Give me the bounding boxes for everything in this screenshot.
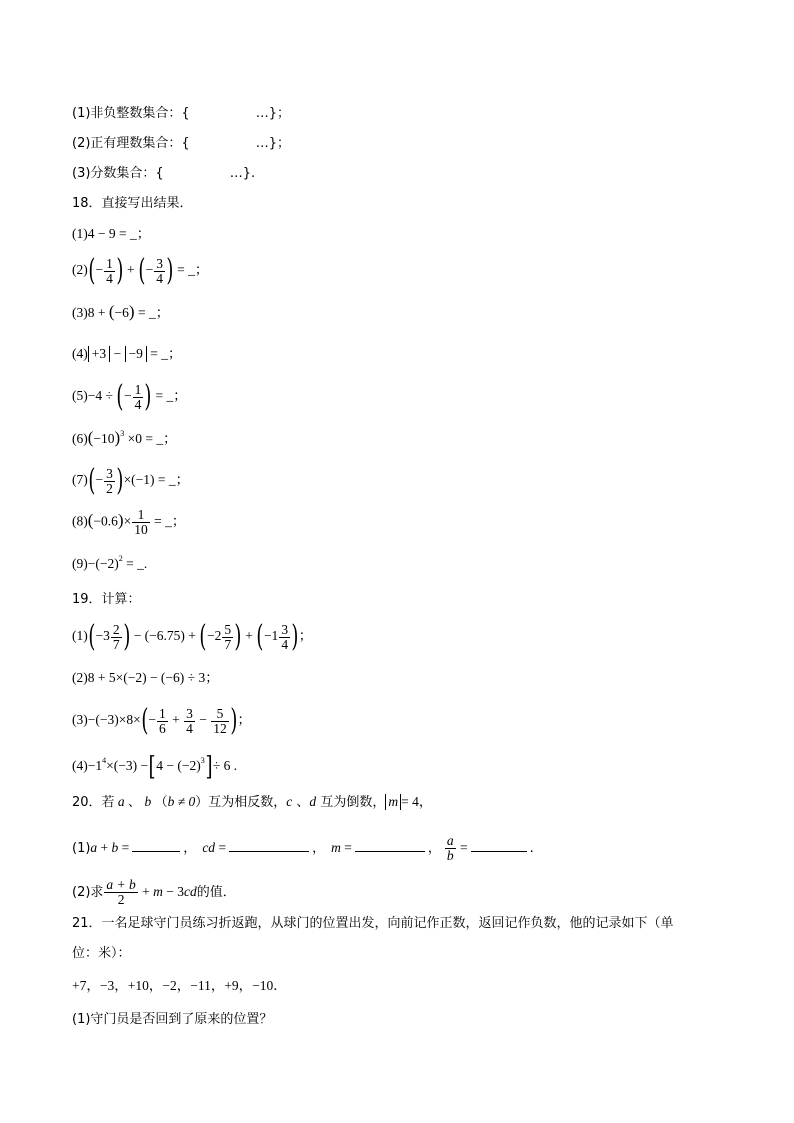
q19-item-4: $(4)-1^4\times(-3) -[4 - (-2)^3]\div 6$ .: [72, 752, 238, 782]
absolute-value: −9: [125, 346, 147, 362]
q17-item-1: [72, 106, 290, 122]
q17-item-3: [72, 166, 255, 182]
fraction: $\frac{3}{2}$: [106, 465, 113, 496]
q21-line-2: 位：米）：: [72, 946, 131, 961]
fraction: $\frac{1}{4}$: [134, 381, 142, 412]
fraction: $\frac{3}{4}$: [156, 255, 164, 286]
q17-item-1-tail: …}；: [255, 106, 290, 121]
q18-item-2-label: (2): [72, 262, 88, 278]
fraction: $\frac{5}{7}$: [224, 621, 232, 652]
q19-item-2: (2)8 + 5×(−2) − (−6) ÷ 3；: [72, 670, 219, 685]
q19-title: 19．计算：: [72, 592, 141, 607]
fraction: $\frac{2}{7}$: [112, 621, 120, 652]
answer-blank[interactable]: [355, 850, 425, 852]
q17-item-2-label: (2)正有理数集合：{: [72, 136, 190, 151]
q17-item-3-label: (3)分数集合：{: [72, 166, 164, 181]
fraction: $\frac{1}{4}$: [106, 255, 113, 286]
fraction: $\frac{5}{12}$: [213, 705, 227, 736]
q18-item-5: (5)−4 ÷ (− $\frac{1}{4}$ ) = _；: [72, 379, 187, 414]
q18-item-6: $(6)(-10)^3 \times 0$ = _；: [72, 428, 177, 447]
q21-line-1: 21．一名足球守门员练习折返跑，从球门的位置出发，向前记作正数，返回记作负数，他的记录如下（单: [72, 916, 674, 931]
fraction: $\frac{a + b}{2}$: [106, 877, 136, 907]
fraction: $\frac{3}{4}$: [281, 621, 289, 652]
fraction: $\frac{a}{b}$: [446, 833, 454, 863]
q19-item-1: (1)(−3 $\frac{2}{7}$ ) − (−6.75) + (−2 $\frac{5}{7}$ ) + (−1 $\frac{3}{4}$ )；: [72, 619, 313, 654]
fraction: $\frac{1}{10}$: [134, 507, 148, 537]
fraction: $\frac{1}{6}$: [159, 705, 166, 736]
q18-item-1: (1)4 − 9 = _；: [72, 226, 151, 241]
q20-part-1: (1)a + b = ， cd = ， m = ， $\frac{a}{b}$ = .: [72, 833, 534, 863]
q17-item-2: [72, 136, 290, 152]
answer-blank[interactable]: [471, 850, 527, 852]
q18-item-3: (3)8 + (−6) = _；: [72, 302, 170, 321]
q18-item-8: (8)(−0.6)× $\frac{1}{10}$ = _；: [72, 507, 186, 537]
q18-item-7: (7)(− $\frac{3}{2}$ )×(−1) = _；: [72, 463, 190, 498]
q18-item-4: (4) +3 − −9 = _；: [72, 346, 182, 361]
q18-title: 18．直接写出结果．: [72, 196, 193, 211]
q20-part-2: (2)求 $\frac{a + b}{2}$ + m − 3cd的值．: [72, 877, 236, 907]
answer-blank[interactable]: [229, 850, 309, 852]
q21-records: +7，−3，+10，−2，−11，+9，−10．: [72, 978, 287, 993]
q18-item-2: (2)(− $\frac{1}{4}$ ) + (− $\frac{3}{4}$ ) = _；: [72, 253, 209, 288]
q19-item-3: (3)−(−3)×8×(− $\frac{1}{6}$ + $\frac{3}{4}$ − $\frac{5}{12}$ )；: [72, 703, 251, 738]
q17-item-3-tail: …}.: [229, 166, 256, 181]
q17-item-2-tail: …}；: [255, 136, 290, 151]
answer-blank[interactable]: [132, 850, 180, 852]
q20-title: 20．若 a 、 b （b ≠ 0）互为相反数，c 、d 互为倒数， m = 4，: [72, 794, 433, 810]
q17-item-1-label: (1)非负整数集合：{: [72, 106, 190, 121]
absolute-value: +3: [88, 346, 110, 362]
q21-part-1: (1)守门员是否回到了原来的位置？: [72, 1012, 273, 1027]
q18-item-9: $(9)-(-2)^2$ = _.: [72, 554, 148, 571]
fraction: $\frac{3}{4}$: [186, 705, 193, 736]
